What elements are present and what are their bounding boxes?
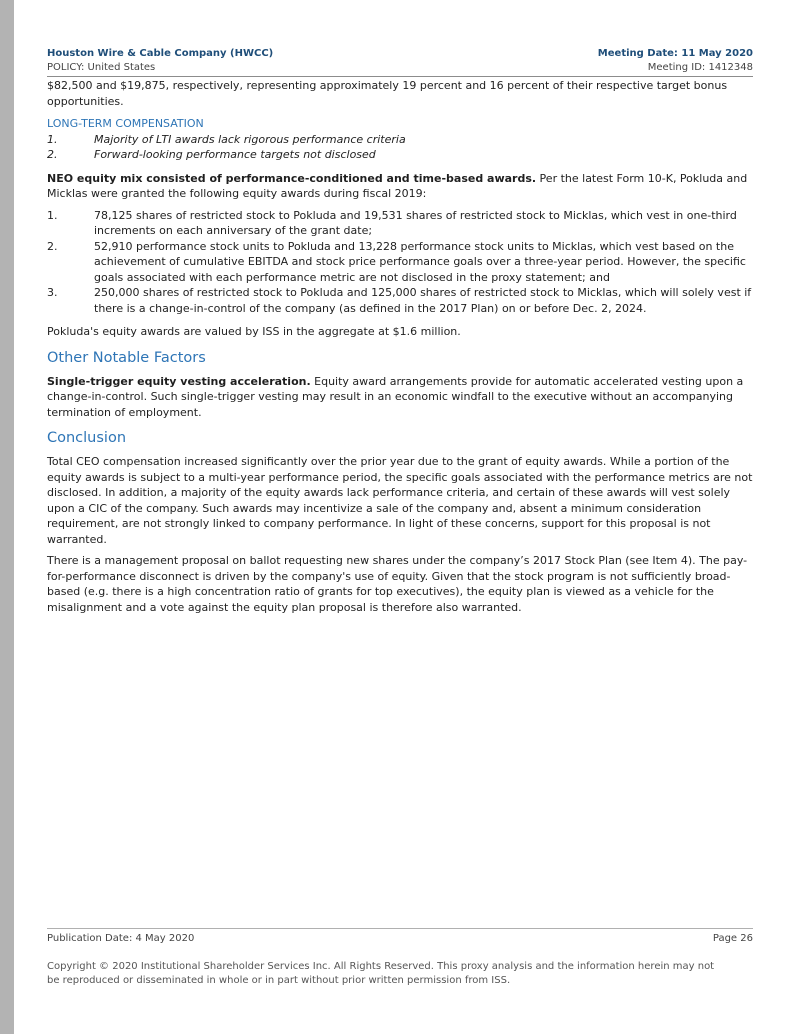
neo-equity-paragraph: NEO equity mix consisted of performance-conditioned and time-based awards. Per the latest Form 10-K, Pokluda and Micklas were granted the following equity awards during fiscal 2019: <box>47 171 748 200</box>
page-footer <box>47 928 753 946</box>
list-item: 1. 78,125 shares of restricted stock to Pokluda and 19,531 shares of restricted stock to Micklas, which vest in one-third increments on each anniversary of the grant date; <box>47 208 737 237</box>
publication-date: Publication Date: 4 May 2020 <box>47 933 195 944</box>
other-notable-factors-heading: Other Notable Factors <box>47 349 206 366</box>
neo-equity-lead: NEO equity mix consisted of performance-conditioned and time-based awards. <box>47 171 537 185</box>
page-number: Page 26 <box>712 933 753 944</box>
intro-paragraph: $82,500 and $19,875, respectively, representing approximately 19 percent and 16 percent of their respective target bonus opportunities. <box>47 79 728 108</box>
meeting-id: Meeting ID: 1412348 <box>647 62 753 73</box>
valuation-paragraph: Pokluda's equity awards are valued by ISS in the aggregate at $1.6 million. <box>47 325 461 338</box>
conclusion-paragraph-1: Total CEO compensation increased significantly over the prior year due to the grant of equity awards. While a portion of the equity awards is subject to a multi-year performance period, the specific goals associated with the performance metrics are not disclosed. In addition, a majority of the equity awards lack performance criteria, and certain of these awards will vest solely upon a CIC of the company. Such awards may incentivize a sale of the company and, absent a minimum consideration requirement, are not strongly linked to company performance. In light of these concerns, support for this proposal is not warranted. <box>47 455 753 546</box>
single-trigger-paragraph: Single-trigger equity vesting acceleration. Equity award arrangements provide for automatic accelerated vesting upon a change-in-control. Such single-trigger vesting may result in an economic windfall to the executive without an accompanying termination of employment. <box>47 374 744 419</box>
policy-label: POLICY: United States <box>47 62 156 73</box>
company-name: Houston Wire & Cable Company (HWCC) <box>47 48 274 59</box>
long-term-compensation-heading: LONG-TERM COMPENSATION <box>47 117 204 130</box>
meeting-date-block <box>598 47 753 61</box>
single-trigger-lead: Single-trigger equity vesting acceleration. <box>47 374 311 388</box>
list-item: 2. 52,910 performance stock units to Pokluda and 13,228 performance stock units to Micklas, which vest based on the achievement of cumulative EBITDA and stock price performance goals over a three-year period. However, the specific goals associated with each performance metric are not disclosed in the proxy statement; and <box>47 239 746 284</box>
ltc-concerns-list <box>47 132 753 163</box>
meeting-date-label: Meeting Date: <box>597 48 678 59</box>
equity-awards-list <box>47 208 753 317</box>
document-page <box>47 0 753 1034</box>
list-item: 2. Forward-looking performance targets not disclosed <box>47 148 376 161</box>
copyright-notice: Copyright © 2020 Institutional Shareholder Services Inc. All Rights Reserved. This proxy analysis and the information herein may not be reproduced or disseminated in whole or in part without prior written permission from ISS. <box>47 961 715 986</box>
list-item: 1. Majority of LTI awards lack rigorous performance criteria <box>47 132 406 146</box>
conclusion-heading: Conclusion <box>47 430 127 446</box>
conclusion-paragraph-2: There is a management proposal on ballot requesting new shares under the company’s 2017 Stock Plan (see Item 4). The pay-for-performance disconnect is driven by the company's use of equity. Given that the stock program is not sufficiently broad-based (e.g. there is a high concentration ratio of grants for top executives), the equity plan is viewed as a vehicle for the misalignment and a vote against the equity plan proposal is therefore also warranted. <box>47 554 748 614</box>
meeting-date: 11 May 2020 <box>681 48 753 59</box>
left-margin-bar <box>0 0 14 1034</box>
page-header <box>47 47 753 77</box>
main-content <box>47 78 753 615</box>
list-item: 3. 250,000 shares of restricted stock to Pokluda and 125,000 shares of restricted stock to Micklas, which will solely vest if there is a change-in-control of the company (as defined in the 2017 Plan) on or before Dec. 2, 2024. <box>47 286 752 315</box>
